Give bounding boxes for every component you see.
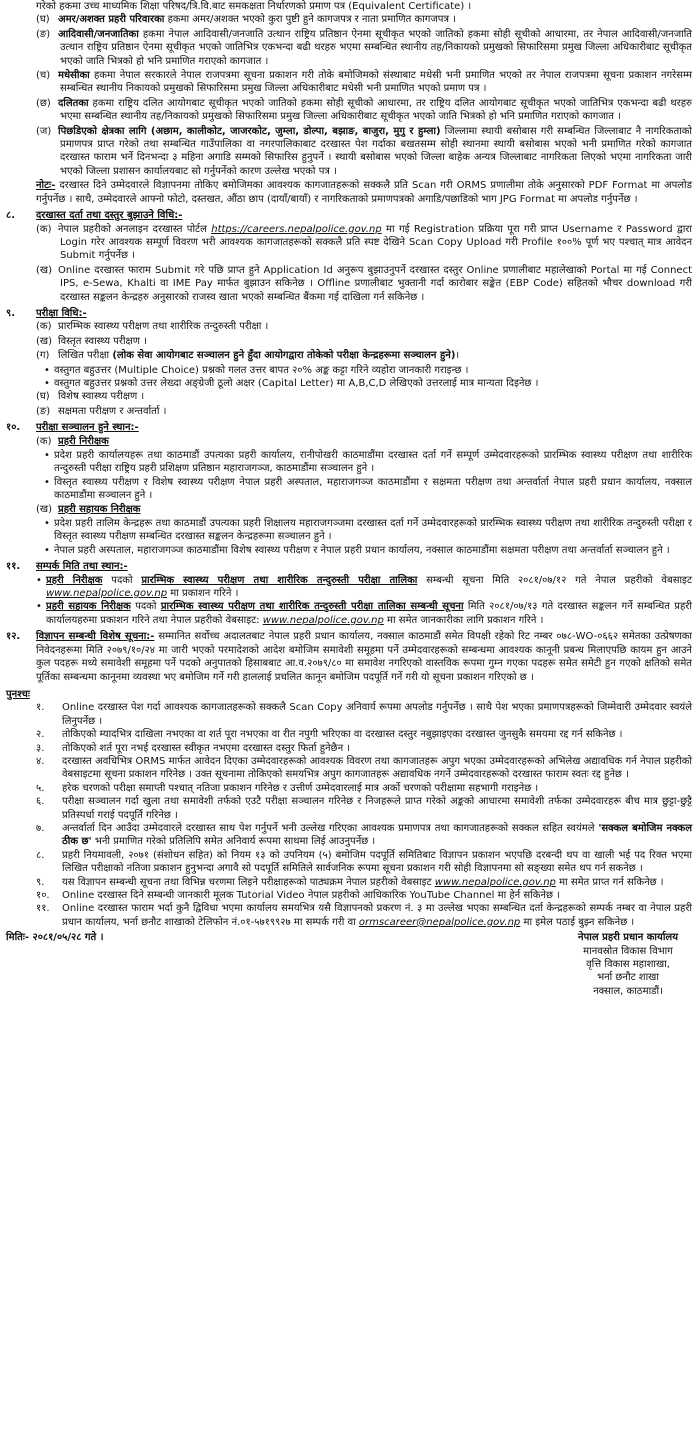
section-8-title: दरखास्त दर्ता तथा दस्तुर बुझाउने विधि:-	[36, 210, 183, 222]
section-11: ११. सम्पर्क मिति तथा स्थान:-	[6, 561, 128, 573]
s9-item-kha: (ख) विस्तृत स्वास्थ्य परीक्षण ।	[36, 335, 147, 347]
section-10: १०. परीक्षा सञ्चालन हुने स्थान:-	[6, 422, 139, 434]
note-6: ६. परीक्षा सञ्चालन गर्दा खुला तथा समावेशी तर्फको एउटै परीक्षा सञ्चालन गरिनेछ र निजहरूले प्राप्त गरेको अङ्कको आधारमा समावेशी तर्फका उम्मेदवारहरू बीच मात्र छुट्टा-छुट्टै प्रतिस्पर्धा गराई पदपूर्ति गरिनेछ ।	[36, 796, 692, 821]
s10-item-kha: (ख) प्रहरी सहायक निरीक्षक	[36, 503, 141, 515]
section-10-title: परीक्षा सञ्चालन हुने स्थान:-	[36, 422, 139, 434]
office-address: नक्साल, काठमाडौं।	[593, 985, 663, 997]
email-link[interactable]: ormscareer@nepalpolice.gov.np	[358, 916, 521, 928]
doc-item-chha: (छ) दलितका हकमा राष्ट्रिय दलित आयोगबाट सूचीकृत भएको जातिको हकमा सोही सूचीको आधारमा, तर राष्ट्रिय दलित आयोगबाट सूचीकृत भएको जातिभित्र एकभन्दा बढी थरहरु भएमा सम्बन्धित स्थानीय तह/निकायको प्रमुखको सिफारिसमा प्रमुख जिल्ला अधिकारीबाट सूचीकृत भएको जाति भित्रको हो भनि प्रमाणित गराएको कागजात ।	[36, 97, 692, 123]
notes-section	[6, 688, 692, 701]
notes-list	[6, 701, 692, 929]
s11-bullet-2: • प्रहरी सहायक निरीक्षक पदको प्रारम्भिक स्वास्थ्य परीक्षण तथा शारीरिक तन्दुरुस्ती परीक्षा तालिका सम्बन्धी सूचना मिति २०८१/०७/१३ गते दरखास्त सङ्कलन गर्ने सम्बन्धित प्रहरी कार्यालयहरुमा प्रकाशन गरिने तथा नेपाल प्रहरीको वेबसाइट: www.nepalpolice.gov.np मा समेत जानकारीका लागि प्रकाशन गरिने ।	[6, 600, 692, 627]
doc-item-nga: (ङ) आदिवासी/जनजातिका हकमा नेपाल आदिवासी/जनजाति उत्थान राष्ट्रिय प्रतिष्ठान ऐनमा सूचीकृत भएको जातिको हकमा सोही सूचीको आधारमा, तर नेपाल आदिवासी/जनजाति उत्थान राष्ट्रिय प्रतिष्ठान ऐनमा सूचीकृत भएको जातिभित्र एकभन्दा बढी थरहरु भएमा सम्बन्धित स्थानीय तह/निकायको प्रमुखको सिफारिसमा प्रमुख जिल्ला अधिकारीबाट सूचीकृत भएको जाति भित्रको हो भनि प्रमाणित गराएको कागजात ।	[36, 28, 692, 67]
note-11: ११. Online दरखास्त फाराम भर्दा कुनै द्विविधा भएमा कार्यालय समयभित्र यसै विज्ञापनको प्रकरण नं. ३ मा उल्लेख भएका सम्बन्धित दर्ता केन्द्रहरूको सम्पर्क नम्बर वा नेपाल प्रहरी प्रधान कार्यालय, भर्ना छनौट शाखाको टेलिफोन नं.०१-५७१९९२७ मा सम्पर्क गरी वा ormscareer@nepalpolice.gov.np मा इमेल पठाई बुझ्न सकिनेछ ।	[36, 903, 692, 928]
issuing-office	[578, 931, 692, 998]
s8-item-kha: (ख) Online दरखास्त फाराम Submit गरे पछि प्राप्त हुने Application Id अनुरूप बुझाउनुपर्ने दरखास्त दस्तुर Online प्रणालीबाट महालेखाको Portal मा गई Connect IPS, e-Sewa, Khalti वा IME Pay मार्फत बुझाउन सकिनेछ । Offline प्रणालीबाट भुक्तानी गर्दा कारोबार सङ्केत (EBP Code) सहितको भौचर download गरी दरखास्त सङ्कलन केन्द्रहरु अनुसारको राजस्व खाता भएको सम्बन्धित बैंकमा गई दाखिला गर्न सकिनेछ ।	[36, 264, 692, 303]
footer	[6, 931, 692, 998]
s9-item-ga: (ग) लिखित परीक्षा (लोक सेवा आयोगबाट सञ्चालन हुने हुँदा आयोगद्वारा तोकेको परीक्षा केन्द्रहरूमा सञ्चालन हुने)।	[36, 350, 460, 362]
note-8: ८. प्रहरी नियमावली, २०७१ (संशोधन सहित) को नियम १३ को उपनियम (५) बमोजिम पदपूर्ति समितिबाट विज्ञापन प्रकाशन भएपछि दरबन्दी थप वा खाली भई पद रिक्त भएमा लिखित परीक्षाको नतिजा प्रकाशन हुनुभन्दा अगावै सो पदपूर्ति समितिले सार्वजनिक रूपमा सूचना प्रकाशन गरी सोही विज्ञापनमा सो सङ्ख्या समेत थप गर्न सकनेछ ।	[36, 849, 692, 875]
s9-item-nga: (ङ) सक्षमता परीक्षण र अन्तर्वार्ता ।	[36, 405, 167, 417]
s9-bullet-1: • वस्तुगत बहुउत्तर (Multiple Choice) प्रश्नको गलत उत्तर बापत २०% अङ्क कट्टा गरिने व्यहोरा जानकारी गराइन्छ ।	[6, 364, 692, 377]
documents-list	[6, 13, 692, 178]
s10-ka-bullet-1: • प्रदेश प्रहरी कार्यालयहरू तथा काठमाडौं उपत्यका प्रहरी कार्यालय, रानीपोखरी काठमाडौंमा दरखास्त दर्ता गर्ने सम्पूर्ण उम्मेदवारहरूको प्रारम्भिक स्वास्थ्य परीक्षण तथा शारीरिक तन्दुरुस्ती परीक्षा राष्ट्रिय प्रहरी प्रशिक्षण प्रतिष्ठान महाराजगञ्ज, काठमाडौंमा सञ्चालन हुने ।	[6, 449, 692, 476]
section-8: ८. दरखास्त दर्ता तथा दस्तुर बुझाउने विधि:-	[6, 210, 183, 222]
office-department: मानवस्रोत विकास विभाग	[583, 945, 673, 957]
note-1: १. Online दरखास्त पेश गर्दा आवश्यक कागजातहरूको सक्कलै Scan Copy अनिवार्य रूपमा अपलोड गर्नुपर्नेछ । साथै पेश भएका प्रमाणपत्रहरूको जिम्मेवारी उम्मेदवार स्वयंले लिनुपर्नेछ ।	[36, 702, 692, 727]
section-11-title: सम्पर्क मिति तथा स्थान:-	[36, 561, 128, 573]
section-12: १२. विज्ञापन सम्बन्धी विशेष सूचना:- सम्मानित सर्वोच्च अदालतबाट नेपाल प्रहरी प्रधान कार्यालय, नक्साल काठमाडौं समेत विपक्षी रहेको रिट नम्बर ०७८-WO-०६६२ समेतका उत्प्रेषणका निवेदनहरूमा मिति २०७९/१०/२४ मा जारी भएको परमादेशको आदेश बमोजिम समावेशी समूहमा पर्ने उम्मेदवारहरूको सम्बन्धमा आवश्यक कानूनी प्रबन्ध मिलाएपछि कायम हुन आउने कुल पदहरू मध्ये समावेशी समूहमा पर्ने पदको अनुपातको हिसाबबाट आ.व.२०७९/८० मा समावेश नगरिएको वास्तविक रूपमा गुम्न गएका पदहरू समेत समेटी हुन गएको क्षतिको समेत पूर्तिका सम्बन्धमा कानूनमा व्यवस्था भए बमोजिम गर्ने गरी हाललाई प्रचलित कानून बमोजिम पदपूर्ति गर्ने गरी यो सूचना प्रकाशन गरिएको छ ।	[6, 631, 692, 683]
s9-bullet-2: • वस्तुगत बहुउत्तर प्रश्नको उत्तर लेख्दा अङ्ग्रेजी ठूलो अक्षर (Capital Letter) मा A,B,C,D लेखिएको उत्तरलाई मात्र मान्यता दिइनेछ ।	[6, 377, 692, 390]
s10-kha-bullet-2: • नेपाल प्रहरी अस्पताल, महाराजगञ्ज काठमाडौंमा विशेष स्वास्थ्य परीक्षण र नेपाल प्रहरी प्रधान कार्यालय, नक्साल काठमाडौंमा सक्षमता परीक्षण तथा अन्तर्वार्ता सञ्चालन हुने ।	[6, 544, 692, 557]
s9-item-gha: (घ) विशेष स्वास्थ्य परीक्षण ।	[36, 391, 145, 403]
s10-item-ka: (क) प्रहरी निरीक्षक	[36, 435, 109, 447]
s9-item-ka: (क) प्रारम्भिक स्वास्थ्य परीक्षण तथा शारीरिक तन्दुरुस्ती परीक्षा ।	[36, 321, 269, 333]
note-2: २. तोकिएको म्यादभित्र दाखिला नभएका वा शर्त पूरा नभएका वा रीत नपुगी भरिएका वा दरखास्त दस्तुर नबुझाइएका दरखास्त जुनसुकै समयमा रद्द गर्न सकिनेछ ।	[36, 729, 623, 741]
note-7: नोटः- दरखास्त दिने उम्मेदवारले विज्ञापनमा तोकिए बमोजिमका आवश्यक कागजातहरूको सक्कलै प्रति Scan गरी ORMS प्रणालीमा तोके अनुसारको PDF Format मा अपलोड गर्नुपर्नेछ । साथै, उम्मेदवारले आफ्नो फोटो, दस्तखत, औंठा छाप (दायाँ/बायाँ) र नागरिकताको प्रमाणपत्रको अगाडि/पछाडिको भाग JPG Format मा अपलोड गर्नुपर्नेछ ।	[36, 180, 692, 205]
office-title: नेपाल प्रहरी प्रधान कार्यालय	[578, 932, 678, 944]
s10-ka-bullet-2: • विस्तृत स्वास्थ्य परीक्षण र विशेष स्वास्थ्य परीक्षण नेपाल प्रहरी अस्पताल, महाराजगञ्ज काठमाडौंमा र सक्षमता परीक्षण तथा अन्तर्वार्ता नेपाल प्रहरी प्रधान कार्यालय, नक्साल काठमाडौंमा सञ्चालन हुने ।	[6, 476, 692, 503]
s11-bullet-1: • प्रहरी निरीक्षक पदको प्रारम्भिक स्वास्थ्य परीक्षण तथा शारीरिक तन्दुरुस्ती परीक्षा तालिका सम्बन्धी सूचना मिति २०८१/०७/१२ गते नेपाल प्रहरीको वेबसाइट www.nepalpolice.gov.np मा प्रकाशन गरिने ।	[6, 574, 692, 601]
section-9: ९. परीक्षा विधि:-	[6, 307, 87, 319]
website-link[interactable]: www.nepalpolice.gov.np	[262, 614, 384, 626]
note-3: ३. तोकिएको शर्त पूरा नभई दरखास्त स्वीकृत नभएमा दरखास्त दस्तुर फिर्ता हुनेछैन ।	[36, 742, 351, 754]
notice-date: मितिः- २०८१/०५/२८ गते ।	[6, 932, 104, 944]
note-7: ७. अन्तर्वार्ता दिन आउँदा उम्मेदवारले दरखास्त साथ पेश गर्नुपर्ने भनी उल्लेख गरिएका आवश्यक प्रमाणपत्र तथा कागजातहरूको सक्कल सहित स्वयंमले 'सक्कल बमोजिम नक्कल ठीक छ' भनी प्रमाणित गरेको प्रतिलिपि समेत अनिवार्य रूपमा साथमा लिई आउनुपर्नेछ ।	[36, 822, 692, 848]
section-12-title: विज्ञापन सम्बन्धी विशेष सूचना:-	[36, 631, 155, 643]
s10-kha-bullet-1: • प्रदेश प्रहरी तालिम केन्द्रहरू तथा काठमाडौं उपत्यका प्रहरी शिक्षालय महाराजगञ्जमा दरखास्त दर्ता गर्ने उम्मेदवारहरूको प्रारम्भिक स्वास्थ्य परीक्षण तथा शारीरिक तन्दुरुस्ती परीक्षा र विस्तृत स्वास्थ्य परीक्षण सम्बन्धित दरखास्त सङ्कलन केन्द्रहरूमा सञ्चालन हुने ।	[6, 517, 692, 544]
note-9: ९. यस विज्ञापन सम्बन्धी सूचना तथा विभिन्न चरणमा लिइने परीक्षाहरूको पाठ्यक्रम नेपाल प्रहरीको वेबसाइट www.nepalpolice.gov.np मा समेत प्राप्त गर्न सकिनेछ ।	[36, 876, 664, 888]
note-10: १०. Online दरखास्त दिने सम्बन्धी जानकारी मूलक Tutorial Video नेपाल प्रहरीको आधिकारिक YouTube Channel मा हेर्न सकिनेछ ।	[36, 890, 560, 901]
website-link[interactable]: www.nepalpolice.gov.np	[434, 876, 556, 888]
website-link[interactable]: www.nepalpolice.gov.np	[46, 588, 168, 600]
doc-item-ja: (ज) पिछडिएको क्षेत्रका लागि (अछाम, कालीकोट, जाजरकोट, जुम्ला, डोल्पा, बझाङ, बाजुरा, मुगु र हुम्ला) जिल्लामा स्थायी बसोबास गरी सम्बन्धित जिल्लाबाट नै नागरिकताको प्रमाणपत्र प्राप्त गरेको तथा सम्बन्धित गाउँपालिका वा नगरपालिकाबाट दरखास्त पेश गर्दाका बखतसम्म सोही स्थानमा स्थायी बसोबास भएको भनी प्रमाणित गरेको कागजात दरखास्त फाराम भर्ने दिनभन्दा ३ महिना अगाडि सम्मको सिफारिस हुनुपर्ने । स्थायी बसोबास भएको जिल्ला बाहेक अन्यत्र जिल्लाबाट नागरिकता लिएको भएमा नागरिकता जारी भएको जिल्ला प्रशासन कार्यालयबाट सो गर्नुपर्नेको कारण उल्लेख भएको पत्र ।	[36, 125, 693, 177]
doc-item-cha: (च) मधेसीका हकमा नेपाल सरकारले नेपाल राजपत्रमा सूचना प्रकाशन गरी तोके बमोजिमको संस्थाबाट मधेसी भनी प्रमाणित भएको तर नेपाल राजपत्रमा सूचना प्रकाशन नगरेसम्म सम्बन्धित स्थानीय निकायको प्रमुखको सिफारिसमा प्रमुख जिल्ला अधिकारीबाट मधेसी भनी प्रमाणित भएको प्रमाण पत्र ।	[36, 70, 692, 95]
note-5: ५. हरेक चरणको परीक्षा समाप्ती पश्चात् नतिजा प्रकाशन गरिनेछ र उत्तीर्ण उम्मेदवारलाई मात्र अर्को चरणको परीक्षामा सहभागी गराइनेछ ।	[36, 782, 539, 794]
s8-item-ka: (क) नेपाल प्रहरीको अनलाइन दरखास्त पोर्टल https://careers.nepalpolice.gov.np मा गई Registration प्रक्रिया पूरा गरी प्राप्त Username र Password द्वारा Login गरेर आवश्यक सम्पूर्ण विवरण भरी आवश्यक कागजातहरूको सक्कलै प्रति स्पष्ट देखिने Scan Copy Upload गरी Profile १००% पूर्ण भए पश्चात् मात्र आवेदन Submit गर्नुपर्नेछ ।	[36, 223, 692, 262]
notes-title: पुनश्चः	[6, 688, 30, 700]
careers-portal-link[interactable]: https://careers.nepalpolice.gov.np	[211, 223, 382, 235]
note-4: ४. दरखास्त अवधिभित्र ORMS मार्फत आवेदन दिएका उम्मेदवारहरूको आवश्यक विवरण तथा कागजातहरू अपुग भएका उम्मेदवारहरूको अभिलेख अद्यावधिक गर्न नेपाल प्रहरीको वेबसाइटमा सूचना प्रकाशन गरिनेछ । उक्त सूचनामा तोकिएको समयभित्र अपुग कागजातहरू अद्यावधिक नगर्ने उम्मेदवारहरूको दरखास्त फाराम स्वतः रद्द हुनेछ ।	[36, 755, 692, 781]
doc-item-gh: (घ) अमर/अशक्त प्रहरी परिवारका हकमा अमर/अशक्त भएको कुरा पुष्टी हुने कागजपत्र र नाता प्रमाणित कागजपत्र ।	[36, 14, 456, 26]
office-division: वृत्ति विकास महाशाखा,	[586, 959, 670, 971]
office-section: भर्ना छनौट शाखा	[597, 972, 659, 984]
section-9-title: परीक्षा विधि:-	[36, 307, 87, 319]
top-line: गरेको हकमा उच्च माध्यमिक शिक्षा परिषद/त्रि.वि.बाट समकक्षता निर्धारणको प्रमाण पत्र (Equivalent Certificate) ।	[36, 1, 472, 12]
